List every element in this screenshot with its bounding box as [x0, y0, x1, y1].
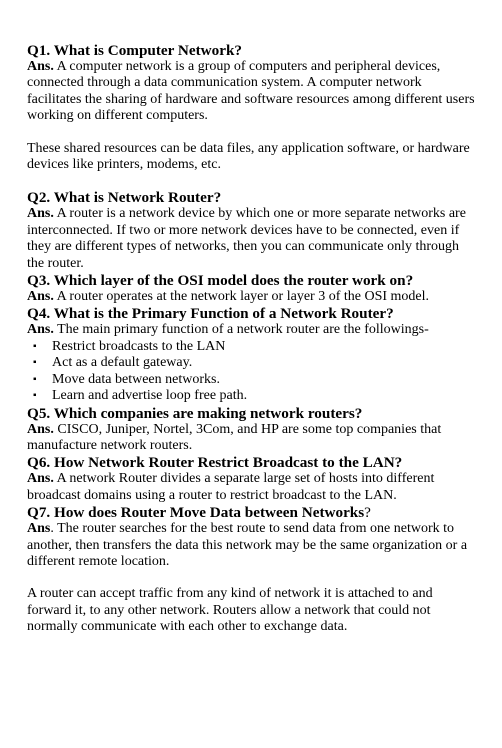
answer-5	[27, 422, 479, 455]
question-3: Q3. Which layer of the OSI model does the router work on?	[27, 272, 414, 290]
answer-4-text: The main primary function of a network router are the followings-	[53, 322, 429, 338]
router-functions-list	[27, 339, 479, 405]
answer-label: Ans.	[27, 421, 54, 437]
question-5: Q5. Which companies are making network routers?	[27, 404, 363, 422]
answer-3	[27, 289, 479, 305]
answer-2-text: A router is a network device by which one or more separate networks are interconnected. If two or more network devices have to be connected, even if they are different types of networks, then you can communicate only through the router.	[27, 206, 466, 271]
answer-2	[27, 206, 479, 272]
answer-label: Ans.	[27, 59, 54, 74]
answer-3-text: A router operates at the network layer or layer 3 of the OSI model.	[53, 289, 430, 305]
question-7-text: Q7. How does Router Move Data between Networks	[27, 504, 365, 522]
answer-label: Ans.	[27, 322, 54, 338]
document-page	[27, 42, 479, 636]
list-item: ▪ Move data between networks.	[33, 371, 220, 387]
answer-7-text: . The router searches for the best route to send data from one network to another, then transfers the data this network may be the same organization or a different remote location.	[27, 521, 468, 569]
bullet-icon: ▪	[33, 390, 37, 402]
answer-7-extra: A router can accept traffic from any kind of network it is attached to and forward it, to any other network. Routers allow a network that could not normally communicate with each other to exchange data.	[27, 586, 433, 635]
answer-5-text: CISCO, Juniper, Nortel, 3Com, and HP are some top companies that manufacture network routers.	[27, 421, 442, 453]
answer-1	[27, 59, 479, 125]
bullet-icon: ▪	[33, 373, 37, 385]
bullet-icon: ▪	[33, 340, 37, 352]
answer-label: Ans.	[27, 206, 54, 222]
list-item: ▪ Act as a default gateway.	[33, 355, 193, 371]
answer-7	[27, 521, 479, 570]
list-item: ▪ Learn and advertise loop free path.	[33, 388, 248, 404]
answer-6-text: A network Router divides a separate large set of hosts into different broadcast domains using a router to restrict broadcast to the LAN.	[27, 471, 435, 503]
answer-label: Ans.	[27, 289, 54, 305]
question-7	[27, 504, 479, 521]
answer-label: Ans.	[27, 471, 54, 487]
list-item: ▪ Restrict broadcasts to the LAN	[33, 338, 226, 354]
question-2: Q2. What is Network Router?	[27, 189, 222, 207]
question-1: Q1. What is Computer Network?	[27, 42, 243, 59]
question-7-mark: ?	[364, 504, 371, 522]
answer-6	[27, 471, 479, 504]
answer-1-text: A computer network is a group of computers and peripheral devices, connected through a data communication system. A computer network facilitates the sharing of hardware and software resources among different users working on different computers.	[27, 59, 475, 124]
question-6: Q6. How Network Router Restrict Broadcast to the LAN?	[27, 454, 403, 472]
answer-label: Ans	[27, 521, 51, 537]
question-4: Q4. What is the Primary Function of a Network Router?	[27, 305, 394, 323]
bullet-icon: ▪	[33, 357, 37, 369]
answer-1-extra: These shared resources can be data files, any application software, or hardware devices like printers, modems, etc.	[27, 140, 470, 173]
answer-4	[27, 322, 479, 338]
